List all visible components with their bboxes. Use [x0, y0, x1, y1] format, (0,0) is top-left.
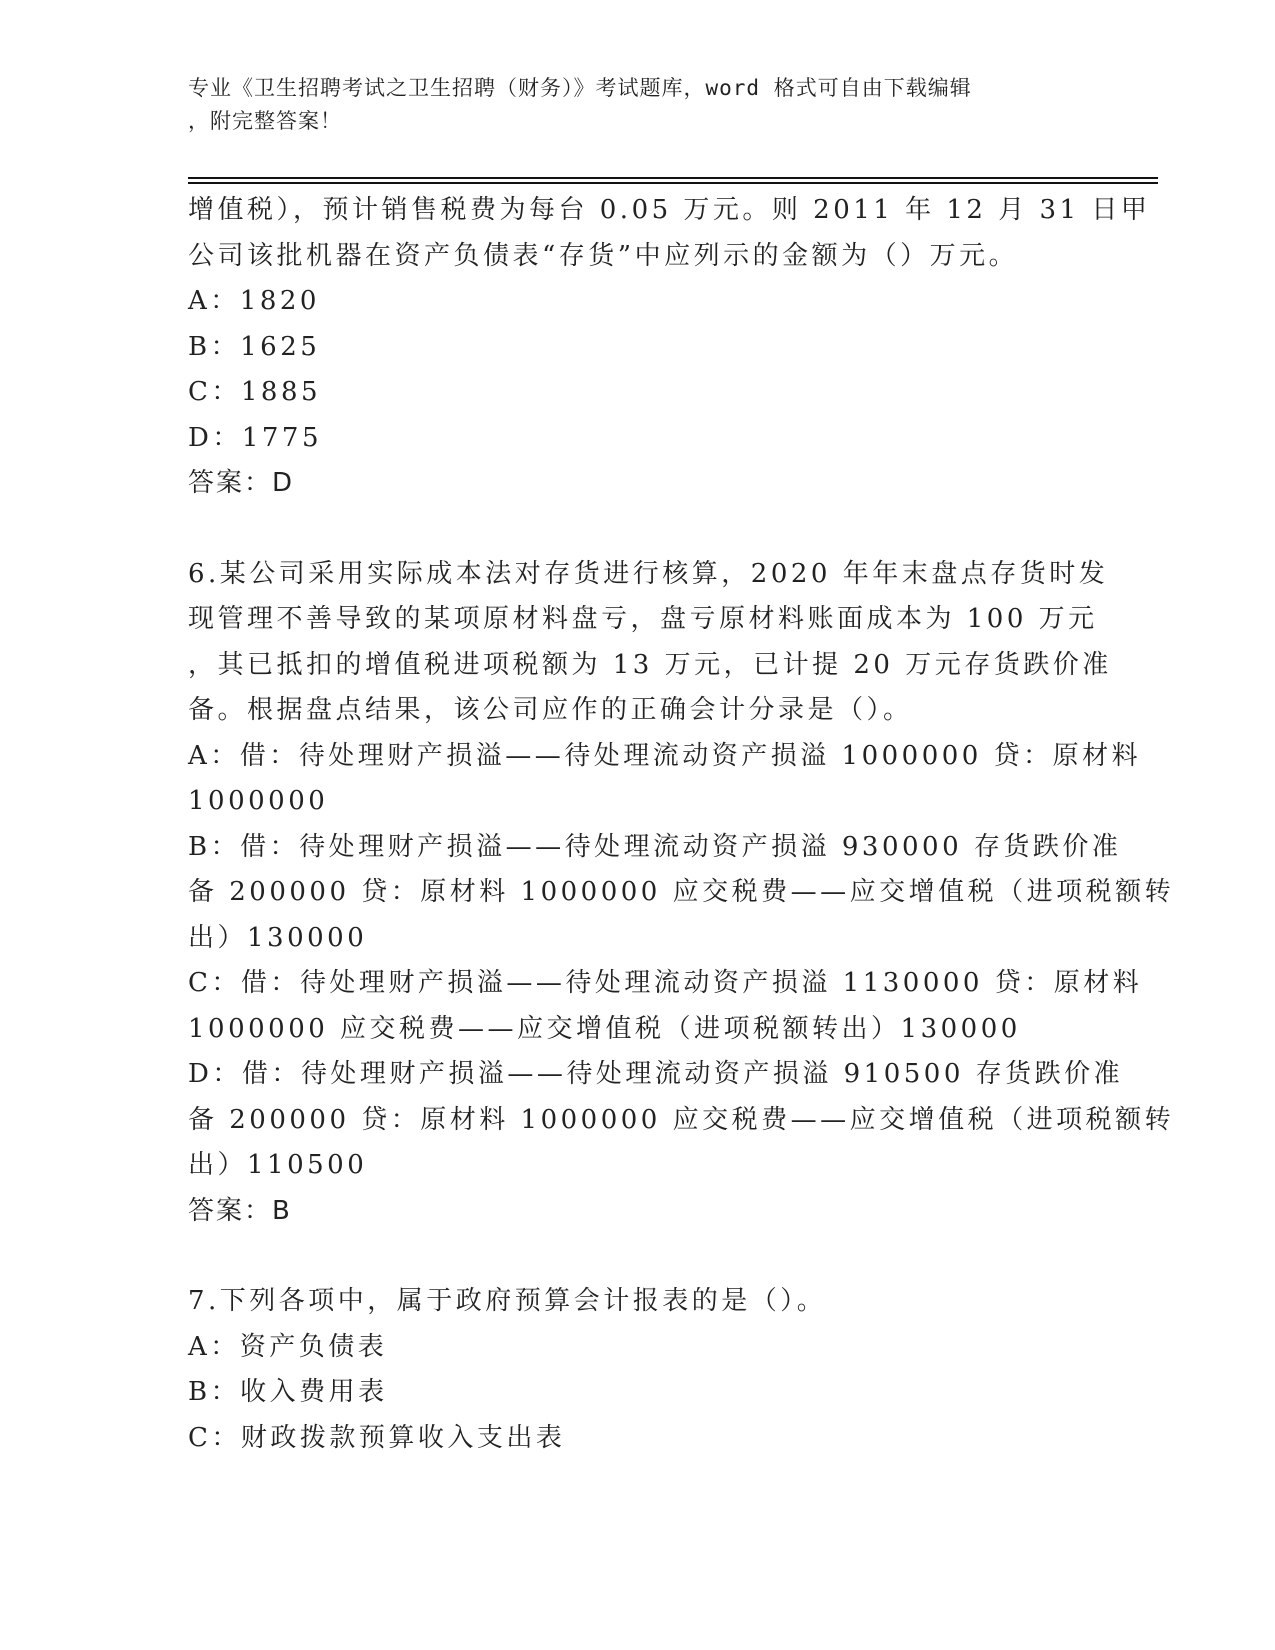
- question-5: [188, 188, 1151, 507]
- question-stem-line: 6.某公司采用实际成本法对存货进行核算，2020 年年末盘点存货时发: [188, 558, 1109, 589]
- option-line: D：借：待处理财产损溢——待处理流动资产损溢 910500 存货跌价准: [188, 1059, 1124, 1089]
- option-line: 出）110500: [188, 1150, 368, 1180]
- option-line: C：借：待处理财产损溢——待处理流动资产损溢 1130000 贷：原材料: [188, 968, 1143, 998]
- header-line-1: 专业《卫生招聘考试之卫生招聘（财务）》考试题库，word 格式可自由下载编辑: [188, 76, 972, 100]
- option-c: C：财政拨款预算收入支出表: [188, 1422, 566, 1453]
- option-b: B：收入费用表: [188, 1377, 388, 1407]
- option-d: [188, 1052, 1175, 1189]
- option-a: A：1820: [188, 286, 320, 316]
- option-line: B：借：待处理财产损溢——待处理流动资产损溢 930000 存货跌价准: [188, 831, 1122, 862]
- document-header: [188, 72, 1068, 138]
- question-stem-line: 备。根据盘点结果，该公司应作的正确会计分录是（）。: [188, 695, 913, 725]
- option-line: 备 200000 贷：原材料 1000000 应交税费——应交增值税（进项税额转: [188, 1104, 1175, 1135]
- option-b: B：1625: [188, 331, 321, 362]
- spacer: [188, 507, 1083, 552]
- spacer: [188, 1234, 1083, 1279]
- option-line: A：借：待处理财产损溢——待处理流动资产损溢 1000000 贷：原材料: [188, 740, 1142, 771]
- question-stem-line: 增值税），预计销售税费为每台 0.05 万元。则 2011 年 12 月 31 日甲: [188, 195, 1151, 225]
- option-d: D：1775: [188, 422, 323, 453]
- header-line-2: ，附完整答案！: [188, 109, 342, 133]
- question-6: [188, 552, 1175, 1235]
- header-divider-top: [188, 177, 1158, 179]
- option-line: 1000000 应交税费——应交增值税（进项税额转出）130000: [188, 1013, 1021, 1044]
- question-stem-line: 7.下列各项中，属于政府预算会计报表的是（）。: [188, 1286, 827, 1316]
- question-stem-line: 现管理不善导致的某项原材料盘亏，盘亏原材料账面成本为 100 万元: [188, 604, 1098, 634]
- option-line: 出）130000: [188, 922, 368, 953]
- option-c: [188, 961, 1143, 1052]
- option-c: C：1885: [188, 377, 322, 407]
- answer: 答案：B: [188, 1195, 292, 1226]
- option-b: [188, 825, 1175, 962]
- option-line: 备 200000 贷：原材料 1000000 应交税费——应交增值税（进项税额转: [188, 877, 1175, 907]
- header-divider-bottom: [188, 182, 1158, 184]
- question-stem-line: 公司该批机器在资产负债表“存货”中应列示的金额为（）万元。: [188, 240, 1019, 271]
- answer: 答案：D: [188, 468, 295, 498]
- question-7: [188, 1279, 1083, 1461]
- question-stem-line: ，其已抵扣的增值税进项税额为 13 万元，已计提 20 万元存货跌价准: [188, 649, 1112, 680]
- option-line: 1000000: [188, 786, 329, 816]
- document-body: [188, 188, 1175, 1461]
- option-a: [188, 734, 1142, 825]
- option-a: A：资产负债表: [188, 1331, 388, 1362]
